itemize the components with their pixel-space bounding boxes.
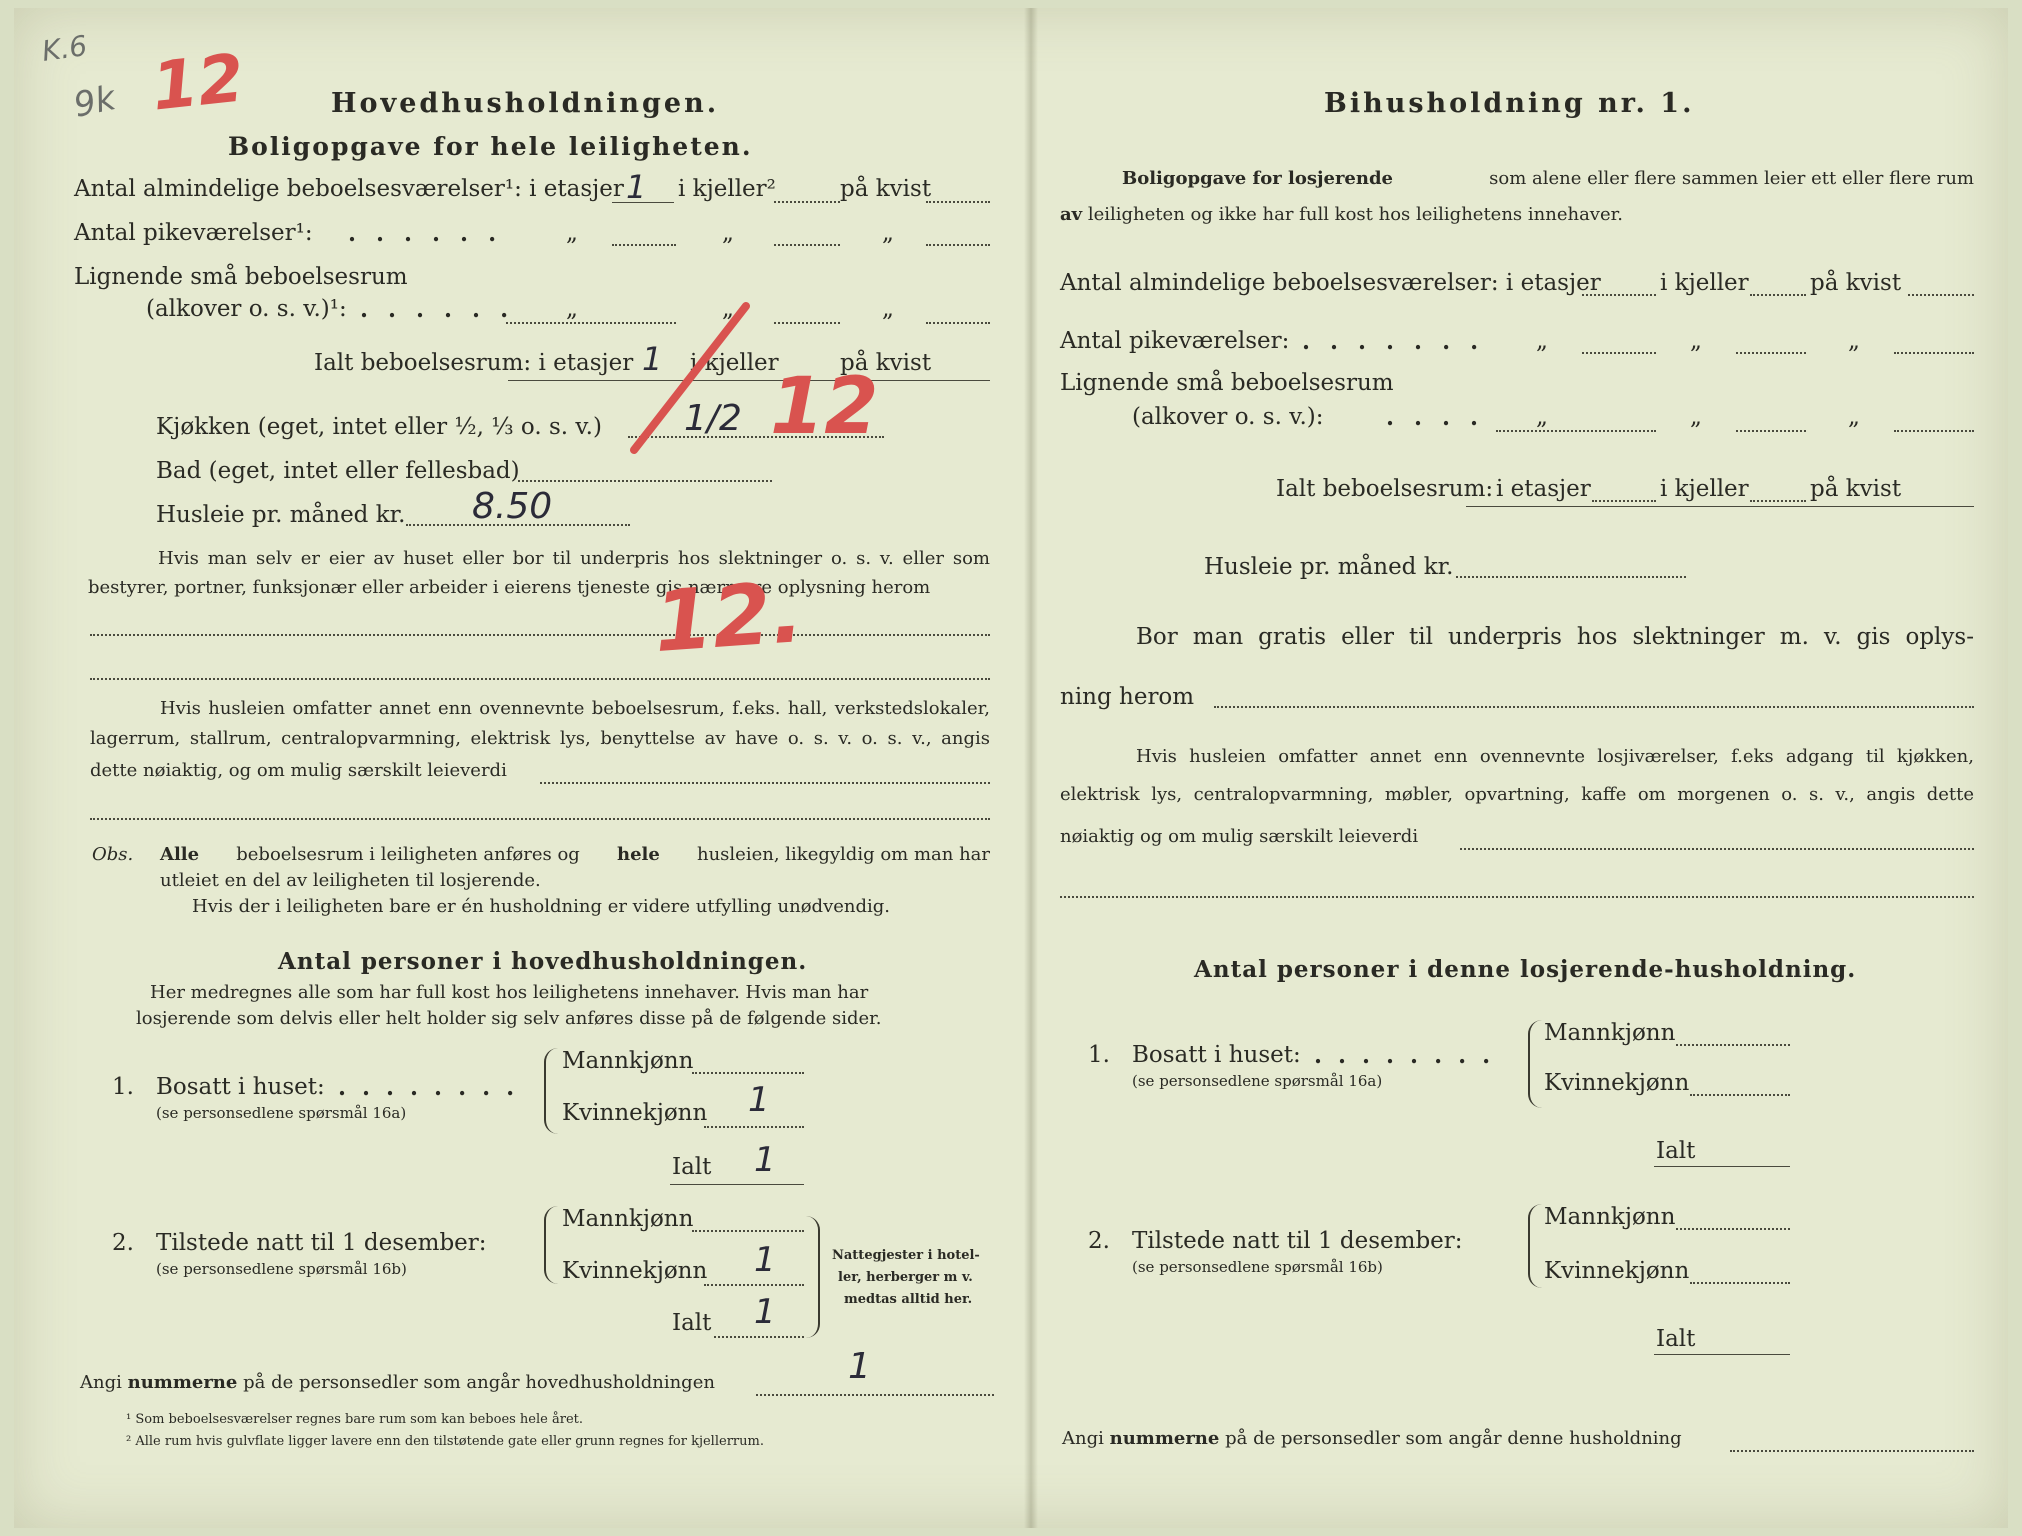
left-q1-sub: (se personsedlene spørsmål 16a) — [156, 1104, 407, 1122]
left-owner-line-1 — [90, 634, 990, 636]
right-maid-etasjer-line — [1582, 352, 1656, 354]
left-small-rooms-dots: . . . . . . — [360, 296, 515, 323]
left-q2-num: 2. — [112, 1230, 134, 1256]
left-maid-kjeller-line — [774, 244, 840, 246]
left-obs-label: Obs. — [92, 844, 134, 865]
left-q2-note-3: medtas alltid her. — [844, 1292, 973, 1307]
left-obs-line-2: utleiet en del av leiligheten til losjerende. — [160, 870, 541, 891]
left-rooms-kjeller-line — [774, 201, 840, 203]
right-small-etasjer-line — [1496, 430, 1656, 432]
right-total-label: Ialt beboelsesrum: — [1276, 476, 1494, 502]
left-includes-1: Hvis husleien omfatter annet enn ovennevnte beboelsesrum, f.eks. hall, verkstedslokaler, — [160, 698, 990, 719]
left-q1-female-line — [704, 1126, 804, 1128]
left-q2-note-1: Nattegjester i hotel- — [832, 1248, 980, 1263]
left-q2-note-2: ler, herberger m v. — [838, 1270, 973, 1285]
right-title: Bihusholdning nr. 1. — [1324, 88, 1695, 119]
right-q2-male: Mannkjønn — [1544, 1204, 1676, 1230]
right-q2-male-line — [1676, 1228, 1790, 1230]
left-q2-label: Tilstede natt til 1 desember: — [156, 1230, 487, 1256]
left-includes-2: lagerrum, stallrum, centralopvarmning, elektrisk lys, benyttelse av have o. s. v. o. s. v., angis — [90, 728, 990, 749]
left-q1-brace — [544, 1048, 558, 1134]
right-rent-line — [1456, 576, 1686, 578]
left-q1-male-line — [692, 1072, 804, 1074]
right-free-text-1: Bor man gratis eller til underpris hos slektninger m. v. gis oplys- — [1136, 624, 1974, 650]
right-total-etasjer-line — [1592, 500, 1656, 502]
right-includes-3: nøiaktig og om mulig særskilt leieverdi — [1060, 826, 1419, 847]
left-numbers-underline — [756, 1394, 994, 1396]
right-includes-2: elektrisk lys, centralopvarmning, møbler, opvartning, kaffe om morgenen o. s. v., angis dette — [1060, 784, 1974, 805]
right-q1-brace — [1528, 1020, 1542, 1108]
right-free-line — [1214, 706, 1974, 708]
left-ditto-5: „ — [722, 296, 734, 322]
right-q1-dots: . . . . . . . . — [1314, 1042, 1495, 1069]
right-small-label: Lignende små beboelsesrum — [1060, 370, 1394, 396]
left-q1-num: 1. — [112, 1074, 134, 1100]
right-q2-num: 2. — [1088, 1228, 1110, 1254]
left-rooms-kjeller: i kjeller² — [678, 176, 776, 202]
left-total-kvist: på kvist — [840, 350, 932, 376]
right-includes-line-1 — [1460, 848, 1974, 850]
left-q2-male: Mannkjønn — [562, 1206, 694, 1232]
left-rooms-etasjer-value: 1 — [626, 168, 647, 206]
right-includes-1: Hvis husleien omfatter annet enn ovennevnte losjiværelser, f.eks adgang til kjøkken, — [1136, 746, 1974, 767]
corner-pencil-mark-2: 9k — [70, 78, 120, 126]
corner-pencil-mark: K.6 — [39, 29, 90, 68]
left-q2-male-line — [692, 1230, 804, 1232]
right-numbers-suffix: på de personsedler som angår denne husholdning — [1225, 1428, 1682, 1449]
right-numbers-bold: nummerne — [1109, 1428, 1220, 1449]
right-q1-male-line — [1676, 1044, 1790, 1046]
left-total-rooms-label: Ialt beboelsesrum: i etasjer — [314, 350, 634, 376]
right-intro-bold: Boligopgave for losjerende — [1122, 168, 1394, 189]
right-rooms-kvist: på kvist — [1810, 270, 1902, 296]
right-small-dots: . . . . — [1386, 404, 1485, 431]
left-obs-bold-2: hele — [617, 844, 660, 865]
left-kitchen-label: Kjøkken (eget, intet eller ½, ⅓ o. s. v.) — [156, 414, 602, 440]
left-bath-label: Bad (eget, intet eller fellesbad) — [156, 458, 520, 484]
left-total-etasjer-value: 1 — [642, 340, 663, 378]
right-rooms-kjeller-line — [1750, 294, 1806, 296]
left-owner-text: Hvis man selv er eier av huset eller bor til underpris hos slektninger o. s. v. eller som bestyrer, portner, funksjonær eller arbeider i eierens tjeneste gis nærmere oplysning herom — [88, 548, 990, 598]
left-ditto-3: „ — [882, 220, 894, 246]
left-q2-total-value: 1 — [754, 1292, 776, 1332]
left-q2-female-value: 1 — [754, 1240, 776, 1280]
right-q1-total-line — [1654, 1166, 1790, 1167]
right-persons-title: Antal personer i denne losjerende-husholdning. — [1194, 956, 1857, 983]
left-q1-female: Kvinnekjønn — [562, 1100, 708, 1126]
left-footnote-2: ² Alle rum hvis gulvflate ligger lavere enn den tilstøtende gate eller grunn regnes for kjellerrum. — [126, 1434, 764, 1449]
right-q2-sub: (se personsedlene spørsmål 16b) — [1132, 1258, 1383, 1276]
right-rooms-kvist-line — [1908, 294, 1974, 296]
left-numbers-suffix: på de personsedler som angår hovedhusholdningen — [243, 1372, 715, 1393]
left-q2-total-line — [714, 1336, 804, 1338]
left-persons-text-1: Her medregnes alle som har full kost hos leilighetens innehaver. Hvis man har — [150, 982, 869, 1003]
left-small-kvist-line — [926, 322, 990, 324]
right-small-kvist-line — [1894, 430, 1974, 432]
left-rent-value: 8.50 — [472, 486, 553, 527]
left-rent-label: Husleie pr. måned kr. — [156, 502, 406, 528]
right-numbers-line — [1062, 1428, 1682, 1449]
left-persons-title: Antal personer i hovedhusholdningen. — [278, 948, 808, 975]
right-total-kjeller: i kjeller — [1660, 476, 1749, 502]
left-q2-total: Ialt — [672, 1310, 712, 1336]
left-obs-text-1d: husleien, likegyldig om man har — [697, 844, 990, 865]
right-free-text-2: ning herom — [1060, 684, 1195, 710]
left-q1-total-line — [670, 1184, 804, 1185]
red-slash — [626, 300, 756, 460]
left-persons-text-2: losjerende som delvis eller helt holder sig selv anføres disse på de følgende sider. — [136, 1008, 882, 1029]
left-maid-etasjer-line — [612, 244, 676, 246]
left-kitchen-value: 1/2 — [684, 398, 742, 439]
left-obs-bold-1: Alle — [160, 844, 200, 865]
left-small-kjeller-line — [774, 322, 840, 324]
right-q2-total: Ialt — [1656, 1326, 1696, 1352]
left-subtitle: Boligopgave for hele leiligheten. — [228, 132, 753, 161]
left-maid-kvist-line — [926, 244, 990, 246]
right-rooms-label: Antal almindelige beboelsesværelser: i etasjer — [1060, 270, 1601, 296]
left-maid-rooms-label: Antal pikeværelser¹: — [74, 220, 313, 246]
left-maid-rooms-dots: . . . . . . — [348, 220, 503, 247]
right-numbers-underline — [1730, 1450, 1974, 1452]
right-intro-1 — [1122, 168, 1974, 189]
right-intro-av: av — [1060, 204, 1083, 225]
right-intro-text: som alene eller flere sammen leier ett eller flere rum — [1489, 168, 1974, 189]
left-title: Hovedhusholdningen. — [331, 88, 720, 119]
left-q1-label: Bosatt i huset: — [156, 1074, 325, 1100]
left-owner-line-2 — [90, 678, 990, 680]
left-obs-line-3: Hvis der i leiligheten bare er én husholdning er videre utfylling unødvendig. — [192, 896, 891, 917]
left-q1-total-value: 1 — [754, 1140, 776, 1180]
left-numbers-line — [80, 1372, 715, 1393]
left-ditto-4: „ — [566, 296, 578, 322]
left-q1-female-value: 1 — [748, 1080, 770, 1120]
right-q1-female-line — [1690, 1094, 1790, 1096]
right-q1-female: Kvinnekjønn — [1544, 1070, 1690, 1096]
right-q1-label: Bosatt i huset: — [1132, 1042, 1301, 1068]
right-q2-female-line — [1690, 1282, 1790, 1284]
right-rooms-etasjer-line — [1582, 294, 1656, 296]
right-maid-label: Antal pikeværelser: — [1060, 328, 1290, 354]
red-slash-svg — [626, 300, 756, 460]
left-rooms-label: Antal almindelige beboelsesværelser¹: i etasjer — [74, 176, 624, 202]
left-q1-male: Mannkjønn — [562, 1048, 694, 1074]
right-maid-kjeller-line — [1736, 352, 1806, 354]
right-rooms-kjeller: i kjeller — [1660, 270, 1749, 296]
right-maid-kvist-line — [1894, 352, 1974, 354]
left-total-kjeller: i kjeller — [690, 350, 779, 376]
right-ditto-4: „ — [1536, 404, 1548, 430]
right-q1-total: Ialt — [1656, 1138, 1696, 1164]
right-q2-female: Kvinnekjønn — [1544, 1258, 1690, 1284]
right-intro-2 — [1060, 204, 1623, 225]
page-fold — [1024, 8, 1038, 1528]
left-rooms-kvist-line — [926, 201, 990, 203]
left-includes-3: dette nøiaktig, og om mulig særskilt leieverdi — [90, 760, 507, 781]
left-q2-brace-right — [806, 1216, 820, 1338]
right-small-sub: (alkover o. s. v.): — [1132, 404, 1324, 430]
right-small-kjeller-line — [1736, 430, 1806, 432]
left-small-rooms-label: Lignende små beboelsesrum — [74, 264, 408, 290]
left-q2-female-line — [704, 1284, 804, 1286]
left-q1-total: Ialt — [672, 1154, 712, 1180]
left-obs-line-1 — [160, 844, 990, 865]
right-q1-num: 1. — [1088, 1042, 1110, 1068]
right-q1-male: Mannkjønn — [1544, 1020, 1676, 1046]
right-intro-text-2: leiligheten og ikke har full kost hos leilighetens innehaver. — [1087, 204, 1623, 225]
left-q2-brace — [544, 1206, 558, 1284]
right-numbers-prefix: Angi — [1062, 1428, 1104, 1449]
left-footnote-1: ¹ Som beboelsesværelser regnes bare rum som kan beboes hele året. — [126, 1412, 583, 1427]
left-includes-line-1 — [540, 782, 990, 784]
census-sheet — [14, 8, 2008, 1528]
left-small-rooms-sub: (alkover o. s. v.)¹: — [146, 296, 347, 322]
red-twelve-mark-2: 12. — [650, 562, 807, 672]
left-includes-line-2 — [90, 818, 990, 820]
corner-red-mark: 12 — [148, 39, 248, 126]
red-twelve-mark: 12 — [770, 362, 879, 452]
left-numbers-value: 1 — [848, 1346, 871, 1387]
right-ditto-1: „ — [1536, 328, 1548, 354]
right-includes-line-2 — [1060, 896, 1974, 898]
left-bath-line — [518, 480, 772, 482]
left-q2-sub: (se personsedlene spørsmål 16b) — [156, 1260, 407, 1278]
right-ditto-2: „ — [1690, 328, 1702, 354]
left-q1-dots: . . . . . . . . — [338, 1074, 519, 1101]
right-maid-dots: . . . . . . . — [1302, 328, 1485, 355]
right-ditto-5: „ — [1690, 404, 1702, 430]
left-rooms-kvist: på kvist — [840, 176, 932, 202]
right-q2-brace — [1528, 1204, 1542, 1288]
left-numbers-bold: nummerne — [127, 1372, 238, 1393]
left-q2-female: Kvinnekjønn — [562, 1258, 708, 1284]
right-total-kjeller-line — [1750, 500, 1806, 502]
right-q1-sub: (se personsedlene spørsmål 16a) — [1132, 1072, 1383, 1090]
right-total-underline — [1466, 506, 1974, 507]
right-q2-label: Tilstede natt til 1 desember: — [1132, 1228, 1463, 1254]
left-ditto-6: „ — [882, 296, 894, 322]
left-obs-text-1b: beboelsesrum i leiligheten anføres og — [236, 844, 580, 865]
right-total-kvist: på kvist — [1810, 476, 1902, 502]
right-rent-label: Husleie pr. måned kr. — [1204, 554, 1454, 580]
left-ditto-2: „ — [722, 220, 734, 246]
left-ditto: „ — [566, 220, 578, 246]
right-q2-total-line — [1654, 1354, 1790, 1355]
right-total-etasjer: i etasjer — [1496, 476, 1591, 502]
left-numbers-prefix: Angi — [80, 1372, 122, 1393]
right-ditto-3: „ — [1848, 328, 1860, 354]
right-ditto-6: „ — [1848, 404, 1860, 430]
